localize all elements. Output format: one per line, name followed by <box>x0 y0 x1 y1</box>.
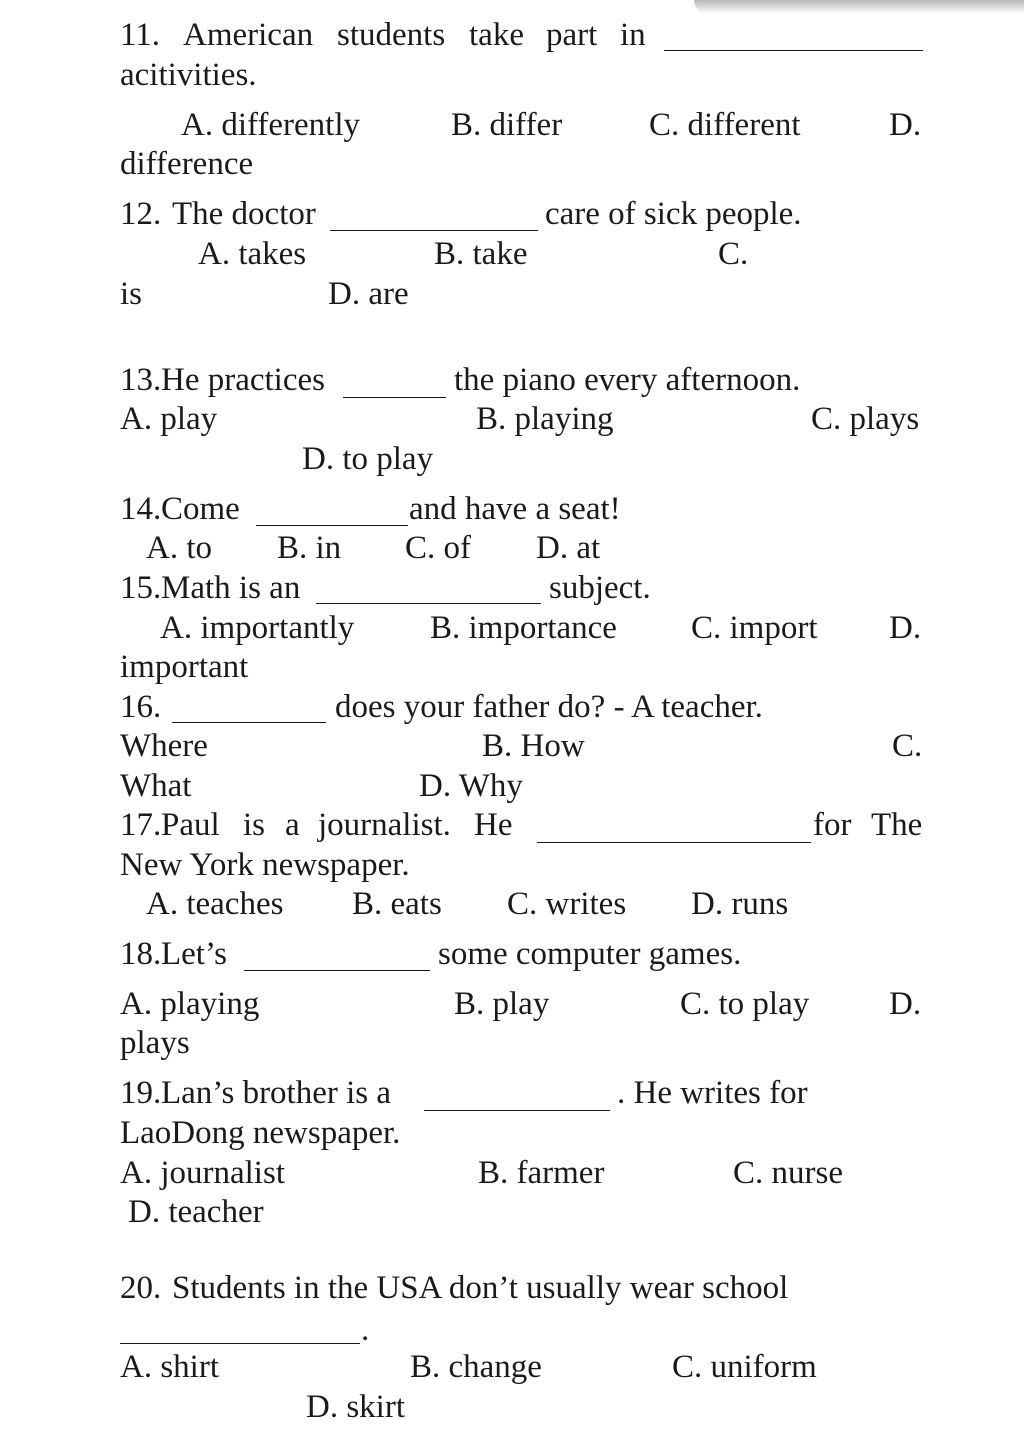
stem-word: part <box>546 17 598 53</box>
option-d-text: important <box>120 649 249 685</box>
option-c: C. writes <box>507 886 627 922</box>
stem-after: does your father do? - A teacher. <box>335 689 763 725</box>
stem-word: He <box>474 807 513 843</box>
option-c: C. <box>892 728 923 764</box>
stem-word: is <box>243 807 266 843</box>
option-c: C. of <box>405 530 471 566</box>
stem-after: some computer games. <box>438 936 742 972</box>
stem-after: . He writes for <box>617 1075 808 1111</box>
stem-word: students <box>337 17 446 53</box>
option-b: B. take <box>434 236 528 272</box>
option-a: A. to <box>146 530 212 566</box>
question-number: 15. <box>120 570 162 606</box>
option-b: B. play <box>454 986 550 1022</box>
option-d: D. to play <box>302 441 434 477</box>
answer-blank <box>256 525 408 526</box>
option-a-text: Where <box>120 728 208 764</box>
answer-blank <box>343 397 446 398</box>
stem-end: LaoDong newspaper. <box>120 1115 401 1151</box>
question-number: 14. <box>120 491 162 527</box>
answer-blank <box>664 50 923 51</box>
option-c-text: What <box>120 768 192 804</box>
stem-before: Let’s <box>161 936 227 972</box>
option-c: C. <box>718 236 749 272</box>
stem-after: care of sick people. <box>545 196 802 232</box>
page-edge-shadow <box>694 0 1024 14</box>
option-b: B. farmer <box>478 1155 605 1191</box>
answer-blank <box>244 970 430 971</box>
stem-after: the piano every afternoon. <box>454 362 801 398</box>
stem-after: subject. <box>549 570 651 606</box>
stem-before: Come <box>161 491 240 527</box>
option-c-text: is <box>120 276 143 312</box>
question-number: 19. <box>120 1075 162 1111</box>
option-d-text: difference <box>120 146 254 182</box>
stem-before: Math is an <box>161 570 301 606</box>
question-number: 11. <box>120 17 161 53</box>
option-a: A. journalist <box>120 1155 285 1191</box>
stem-end: acitivities. <box>120 57 257 93</box>
answer-blank <box>537 842 811 843</box>
option-d: D. are <box>328 276 409 312</box>
option-a: A. differently <box>181 107 361 143</box>
stem-word: for <box>813 807 852 843</box>
option-c: C. import <box>691 610 818 646</box>
option-c: C. nurse <box>733 1155 843 1191</box>
answer-blank <box>330 230 538 231</box>
option-c: C. different <box>649 107 801 143</box>
option-d: D. teacher <box>128 1194 264 1230</box>
stem-word: journalist. <box>318 807 451 843</box>
option-b: B. eats <box>352 886 442 922</box>
stem-after: . <box>361 1312 370 1348</box>
option-b: B. change <box>410 1349 542 1385</box>
option-a: A. teaches <box>146 886 284 922</box>
option-d-text: plays <box>120 1025 190 1061</box>
answer-blank <box>316 603 541 604</box>
option-b: B. How <box>482 728 585 764</box>
question-number: 16. <box>120 689 162 725</box>
option-d: D. Why <box>419 768 523 804</box>
option-d: D. runs <box>691 886 789 922</box>
stem-before: Students in the USA don’t usually wear school <box>172 1270 789 1306</box>
option-a: A. playing <box>120 986 260 1022</box>
option-b: B. importance <box>430 610 617 646</box>
option-b: B. differ <box>451 107 563 143</box>
question-number: 13. <box>120 362 162 398</box>
option-d: D. <box>889 986 922 1022</box>
option-d: D. skirt <box>306 1389 405 1425</box>
stem-word: Paul <box>161 807 220 843</box>
option-b: B. in <box>277 530 342 566</box>
stem-after: and have a seat! <box>409 491 621 527</box>
option-c: C. to play <box>680 986 810 1022</box>
option-d: D. at <box>536 530 601 566</box>
question-number: 12. <box>120 196 162 232</box>
stem-before: Lan’s brother is a <box>161 1075 392 1111</box>
stem-word: take <box>469 17 524 53</box>
question-number: 17. <box>120 807 162 843</box>
stem-word: American <box>183 17 314 53</box>
option-d: D. <box>889 107 922 143</box>
option-a: A. importantly <box>160 610 355 646</box>
question-number: 20. <box>120 1270 162 1306</box>
option-c: C. plays <box>811 401 920 437</box>
option-b: B. playing <box>476 401 614 437</box>
stem-before: He practices <box>161 362 325 398</box>
option-a: A. takes <box>198 236 307 272</box>
stem-before: The doctor <box>172 196 316 232</box>
answer-blank <box>120 1343 360 1344</box>
question-number: 18. <box>120 936 162 972</box>
option-c: C. uniform <box>672 1349 817 1385</box>
option-a: A. shirt <box>120 1349 219 1385</box>
answer-blank <box>424 1110 610 1111</box>
stem-word: a <box>285 807 300 843</box>
stem-word: The <box>871 807 923 843</box>
stem-word: in <box>620 17 646 53</box>
option-a: A. play <box>120 401 218 437</box>
option-d: D. <box>889 610 922 646</box>
stem-end: New York newspaper. <box>120 847 410 883</box>
answer-blank <box>172 722 326 723</box>
